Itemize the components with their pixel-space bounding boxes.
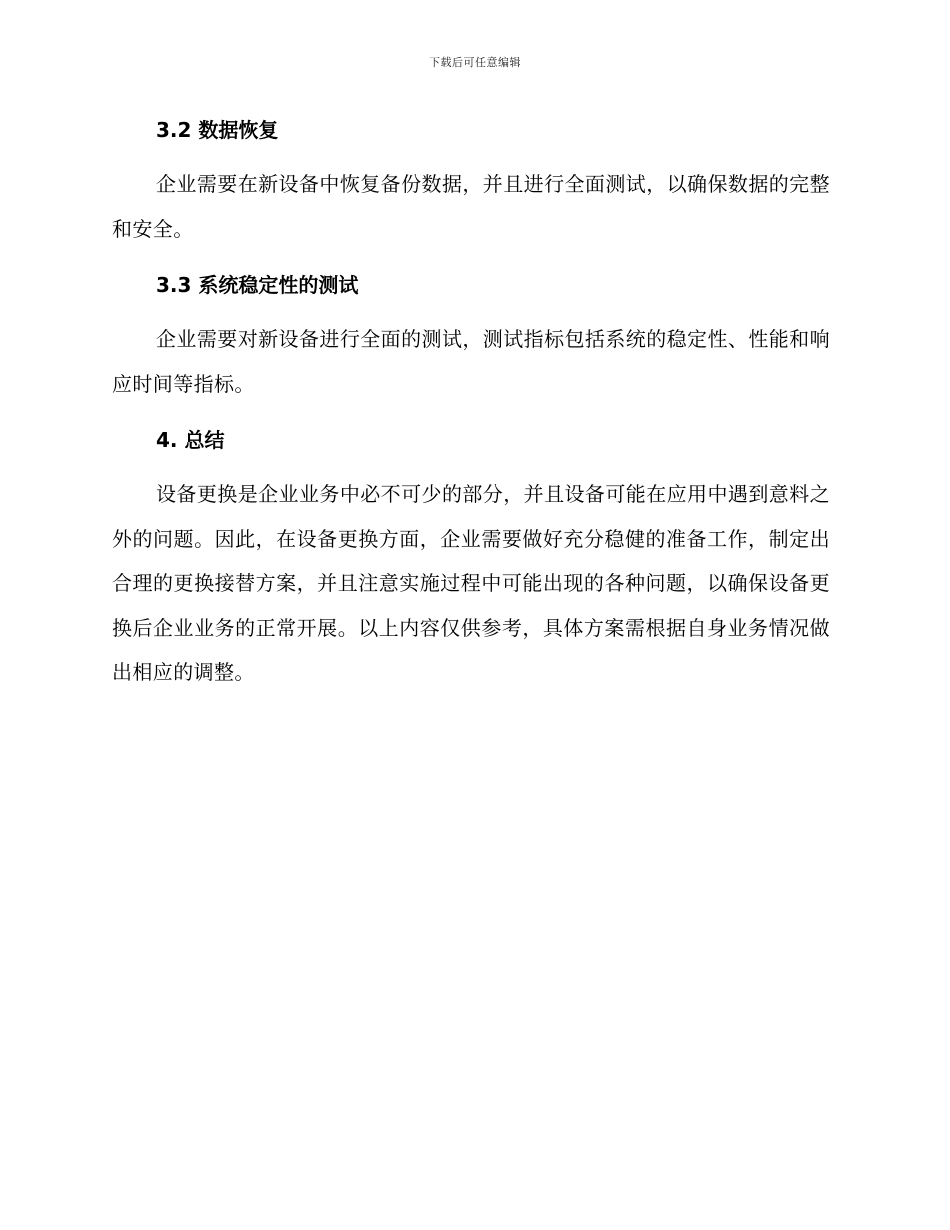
page-header: 下载后可任意编辑: [429, 56, 521, 69]
section-heading-3-3: 3.3 系统稳定性的测试: [156, 273, 359, 297]
section-heading-4: 4. 总结: [156, 428, 225, 452]
section-heading-3-2: 3.2 数据恢复: [156, 118, 279, 142]
section-paragraph-4: 设备更换是企业业务中必不可少的部分，并且设备可能在应用中遇到意料之外的问题。因此，在设备更换方面，企业需要做好充分稳健的准备工作，制定出合理的更换接替方案，并且注意实施过程中可能出现的各种问题，以确保设备更换后企业业务的正常开展。以上内容仅供参考，具体方案需根据自身业务情况做出相应的调整。: [112, 482, 830, 684]
document-body: [112, 110, 830, 695]
section-paragraph-3-3: 企业需要对新设备进行全面的测试，测试指标包括系统的稳定性、性能和响应时间等指标。: [112, 327, 830, 396]
section-paragraph-3-2: 企业需要在新设备中恢复备份数据，并且进行全面测试，以确保数据的完整和安全。: [112, 172, 830, 241]
